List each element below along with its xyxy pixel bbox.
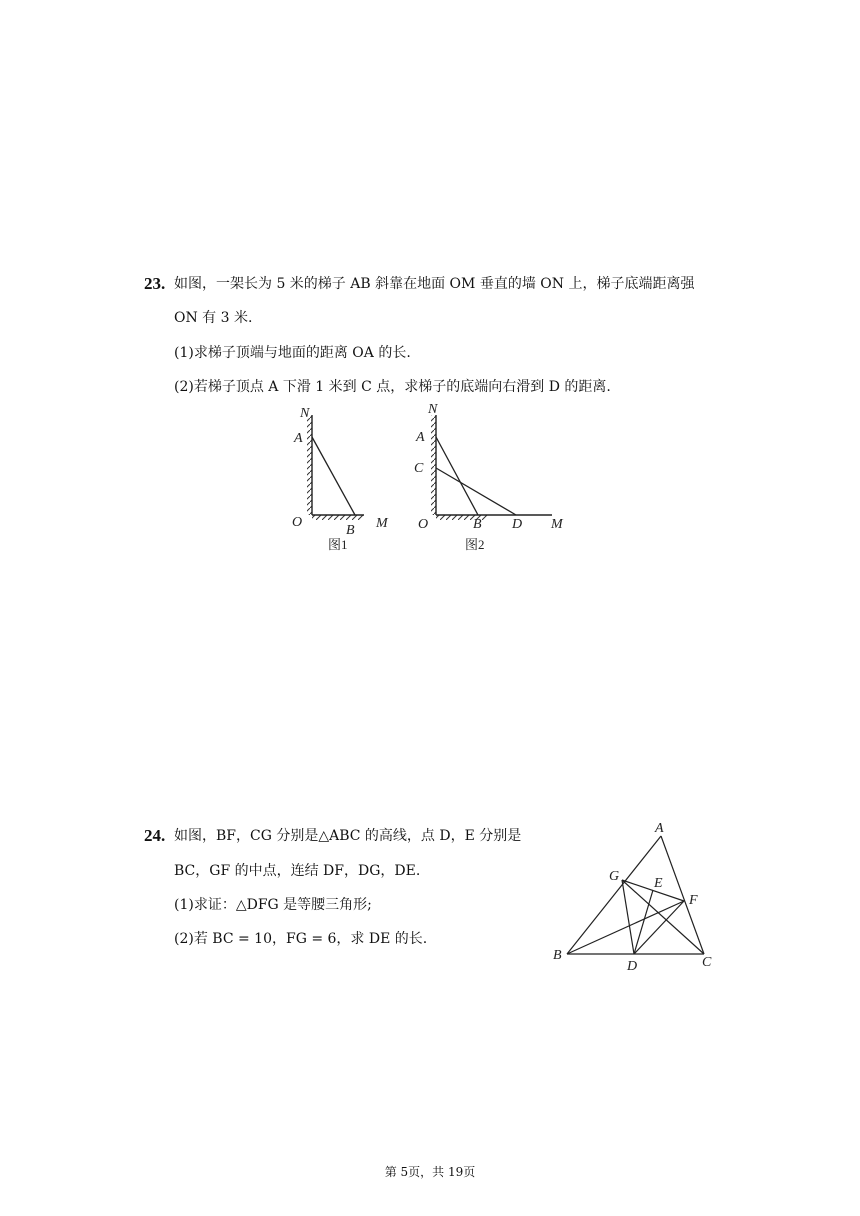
tri-label-F: F — [689, 893, 698, 908]
fig2-label-N: N — [428, 402, 438, 417]
fig1-label-A: A — [294, 431, 303, 446]
question-24-part1: (1)求证：△DFG 是等腰三角形; — [174, 897, 372, 913]
tri-label-D: D — [627, 959, 638, 974]
tri-label-B: B — [553, 948, 562, 963]
tri-label-E: E — [654, 876, 663, 891]
page-footer: 第 5页，共 19页 — [384, 1165, 476, 1179]
question-23-number: 23. — [144, 274, 166, 293]
question-24-part2: (2)若 BC = 10，FG = 6，求 DE 的长. — [174, 931, 428, 947]
fig2-label-A: A — [416, 430, 425, 445]
fig2-label-M: M — [551, 517, 563, 532]
question-23-part2: (2)若梯子顶点 A 下滑 1 米到 C 点，求梯子的底端向右滑到 D 的距离. — [174, 379, 611, 395]
tri-label-G: G — [609, 869, 620, 884]
question-23-stem-line1: 如图，一架长为 5 米的梯子 AB 斜靠在地面 OM 垂直的墙 ON 上，梯子底端距离强 — [174, 276, 695, 292]
question-24-stem-line1: 如图，BF，CG 分别是△ABC 的高线，点 D，E 分别是 — [174, 828, 522, 844]
question-24-stem-line2: BC，GF 的中点，连结 DF，DG，DE. — [174, 863, 421, 879]
question-23-stem-line2: ON 有 3 米. — [174, 310, 253, 326]
tri-label-C: C — [702, 955, 712, 970]
tri-label-A: A — [655, 821, 664, 836]
fig2-label-C: C — [414, 461, 424, 476]
ladder-figure-2 — [410, 400, 580, 560]
fig2-label-B: B — [473, 517, 482, 532]
question-24-number: 24. — [144, 826, 166, 845]
fig2-caption: 图2 — [465, 537, 485, 552]
fig1-label-B: B — [346, 523, 355, 538]
fig2-label-O: O — [418, 517, 429, 532]
fig2-label-D: D — [512, 517, 523, 532]
fig1-label-O: O — [292, 515, 303, 530]
fig1-label-N: N — [300, 406, 310, 421]
ladder-figure-1 — [280, 400, 400, 560]
fig1-caption: 图1 — [328, 537, 348, 552]
fig1-label-M: M — [376, 516, 388, 531]
question-23-part1: (1)求梯子顶端与地面的距离 OA 的长. — [174, 345, 411, 361]
triangle-figure — [550, 818, 730, 978]
